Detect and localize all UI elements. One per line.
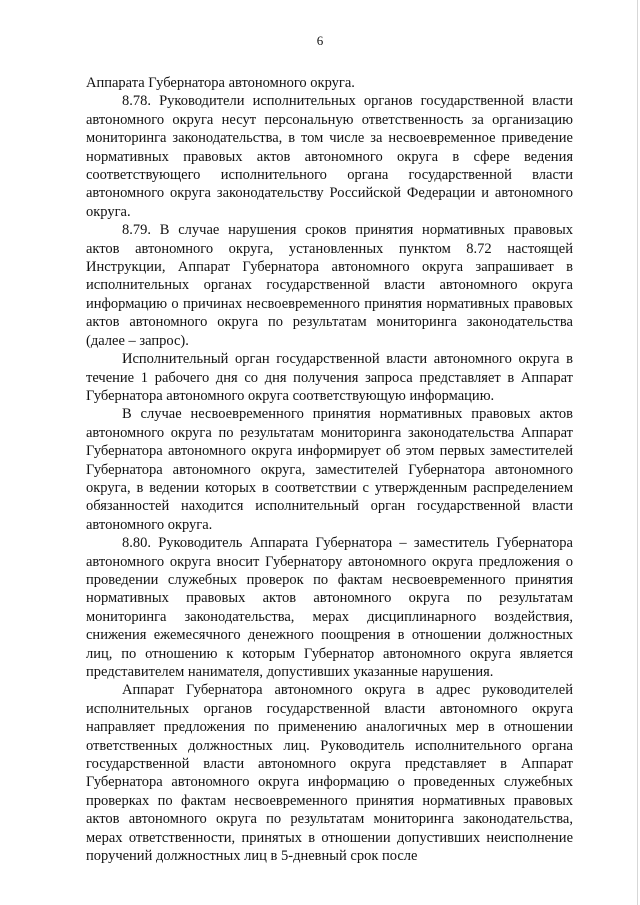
paragraph-8-80: 8.80. Руководитель Аппарата Губернатора – заместитель Губернатора автономного округа вносит Губернатору автономного округа предложения о проведении служебных проверок по фактам несвоевременного принятия нормативных правовых актов автономного округа по результатам мониторинга законодательства, мерах дисциплинарного воздействия, снижения ежемесячного денежного поощрения в отношении должностных лиц, по отношению к которым Губернатор автономного округа является представителем нанимателя, допустивших указанные нарушения. — [86, 535, 573, 680]
paragraph-8-78: 8.78. Руководители исполнительных органов государственной власти автономного округа несут персональную ответственность за организацию мониторинга законодательства, в том числе за несвоевременное приведение нормативных правовых актов автономного округа в сфере ведения соответствующего исполнительного органа государственной власти автономного округа законодательству Российской Федерации и автономного округа. — [86, 93, 573, 220]
document-body — [86, 74, 573, 865]
scan-edge-shadow — [637, 0, 638, 905]
paragraph-late-adoption-notice: В случае несвоевременного принятия нормативных правовых актов автономного округа по результатам мониторинга законодательства Аппарат Губернатора автономного округа информирует об этом первых заместителей Губернатора автономного округа, заместителей Губернатора автономного округа, в ведении которых в соответствии с утвержденным распределением обязанностей находится исполнительный орган государственной власти автономного округа. — [86, 406, 573, 533]
paragraph-response-deadline: Исполнительный орган государственной власти автономного округа в течение 1 рабочего дня со дня получения запроса представляет в Аппарат Губернатора автономного округа соответствующую информацию. — [86, 351, 573, 404]
page-number: 6 — [316, 33, 324, 48]
paragraph-continuation: Аппарата Губернатора автономного округа. — [86, 75, 355, 91]
paragraph-apparatus-proposals: Аппарат Губернатора автономного округа в адрес руководителей исполнительных органов государственной власти автономного округа направляет предложения по применению аналогичных мер в отношении ответственных должностных лиц. Руководитель исполнительного органа государственной власти автономного округа представляет в Аппарат Губернатора автономного округа информацию о проведенных служебных проверках по фактам несвоевременного принятия нормативных правовых актов автономного округа по результатам мониторинга законодательства, мерах ответственности, принятых в отношении допустивших неисполнение поручений должностных лиц в 5-дневный срок после — [86, 682, 573, 865]
paragraph-8-79: 8.79. В случае нарушения сроков принятия нормативных правовых актов автономного округа, установленных пунктом 8.72 настоящей Инструкции, Аппарат Губернатора автономного округа запрашивает в исполнительных органах государственной власти автономного округа информацию о причинах несвоевременного принятия нормативных правовых актов автономного округа по результатам мониторинга законодательства (далее – запрос). — [86, 222, 573, 349]
